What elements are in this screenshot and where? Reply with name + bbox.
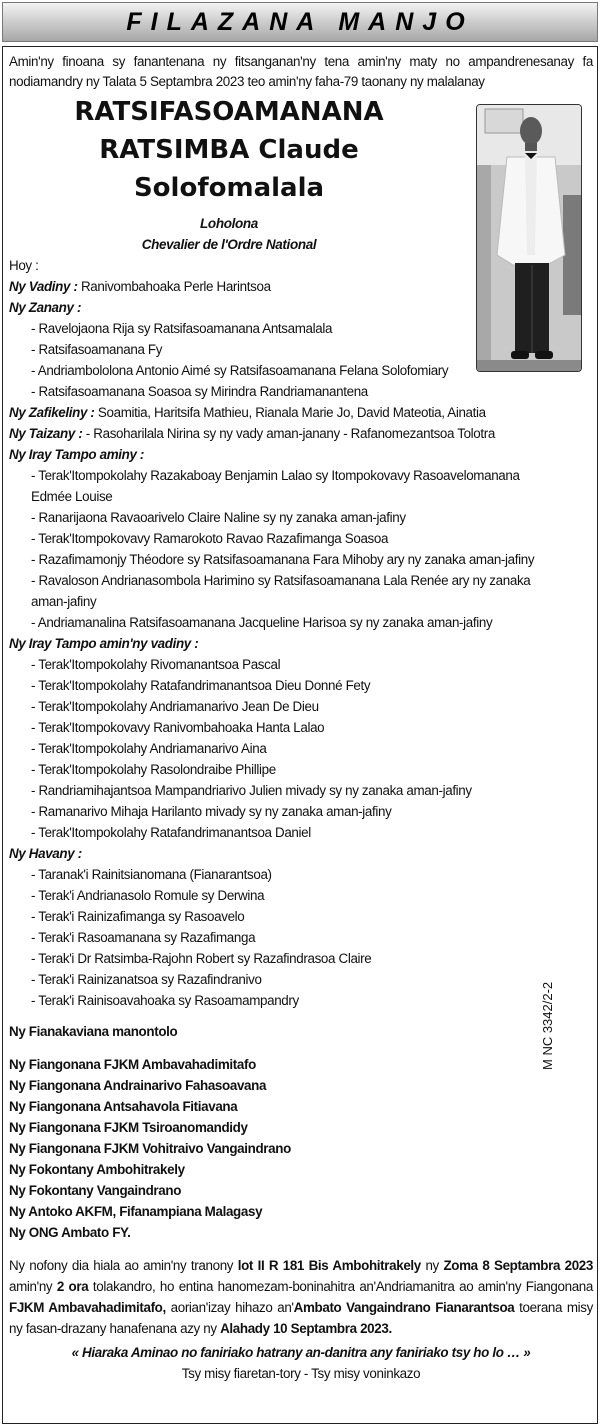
funeral-text: amin'ny xyxy=(9,1279,57,1294)
zafikeliny-line xyxy=(9,402,593,423)
organization-item: Ny Fokontany Ambohitrakely xyxy=(9,1162,185,1177)
list-item: - Andriambololona Antonio Aimé sy Ratsifasoamanana Felana Solofomiary xyxy=(31,363,449,378)
list-item: - Ratsifasoamanana Soasoa sy Mirindra Randriamanantena xyxy=(31,384,368,399)
organization-item: Ny Antoko AKFM, Fifanampiana Malagasy xyxy=(9,1204,263,1219)
list-item: - Andriamanalina Ratsifasoamanana Jacqueline Harisoa sy ny zanaka aman-jafiny xyxy=(31,615,493,630)
list-item: - Terak'Itompokovavy Ranivombahoaka Hanta Lalao xyxy=(31,720,325,735)
deceased-block xyxy=(9,93,449,255)
deceased-name-line-3: Solofomalala xyxy=(133,173,325,203)
list-item: - Ranarijaona Ravaoarivelo Claire Naline sy ny zanaka aman-jafiny xyxy=(31,510,406,525)
funeral-text: Ny nofony dia hiala ao amin'ny tranony xyxy=(9,1258,238,1273)
vadiny-label: Ny Vadiny : xyxy=(9,279,78,294)
list-item: - Terak'i Rainizafimanga sy Rasoavelo xyxy=(31,909,245,924)
list-item: - Terak'i Rainisoavahoaka sy Rasoamampandry xyxy=(31,993,299,1008)
funeral-text: ny xyxy=(420,1258,444,1273)
list-item: - Terak'Itompokovavy Ramarokoto Ravao Razafimanga Soasoa xyxy=(31,531,389,546)
notice-content xyxy=(9,52,593,1384)
list-item: - Terak'Itompokolahy Rivomanantsoa Pascal xyxy=(31,657,281,672)
list-item: - Terak'i Rainizanatsoa sy Razafindranivo xyxy=(31,972,262,987)
list-item: - Terak'Itompokolahy Ratafandrimanantsoa Daniel xyxy=(31,825,311,840)
list-item: - Terak'i Andrianasolo Romule sy Derwina xyxy=(31,888,265,903)
list-item: - Terak'Itompokolahy Razakaboay Benjamin Lalao sy Itompokovavy Rasoavelomanana xyxy=(31,468,520,483)
vadiny-text: Ranivombahoaka Perle Harintsoa xyxy=(77,279,271,294)
quote: « Hiaraka Aminao no faniriako hatrany an-danitra any faniriako tsy ho lo … » xyxy=(71,1345,531,1360)
list-item: - Randriamihajantsoa Mampandriarivo Julien mivady sy ny zanaka aman-jafiny xyxy=(31,783,472,798)
list-item: - Taranak'i Rainitsianomana (Fianarantsoa) xyxy=(31,867,272,882)
list-item: - Terak'Itompokolahy Andriamanarivo Jean De Dieu xyxy=(31,699,319,714)
organization-item: Ny Fiangonana Antsahavola Fitiavana xyxy=(9,1099,238,1114)
funeral-text: tolakandro, ho entina hanomezam-boninahitra an'Andriamanitra ao amin'ny Fiangonana xyxy=(88,1279,593,1294)
vadiny-line xyxy=(9,276,593,297)
list-item: - Terak'i Dr Ratsimba-Rajohn Robert sy Razafindrasoa Claire xyxy=(31,951,372,966)
list-item: - Ravaloson Andrianasombola Harimino sy Ratsifasoamanana Lala Renée ary ny zanaka xyxy=(31,573,531,588)
organization-item: Ny ONG Ambato FY. xyxy=(9,1225,131,1240)
closing-note: Tsy misy fiaretan-tory - Tsy misy voninkazo xyxy=(181,1366,421,1381)
taizany-text: - Rasoharilala Nirina sy ny vady aman-janany - Rafanomezantsoa Tolotra xyxy=(82,426,495,441)
hoy-label: Hoy : xyxy=(9,258,39,273)
deceased-name-line-1: RATSIFASOAMANANA xyxy=(74,97,384,127)
burial-date: Alahady 10 Septambra 2023. xyxy=(220,1321,392,1336)
organization-item: Ny Fokontany Vangaindrano xyxy=(9,1183,182,1198)
organization-item: Ny Fiangonana Andrainarivo Fahasoavana xyxy=(9,1078,267,1093)
zafikeliny-text: Soamitia, Haritsifa Mathieu, Rianala Marie Jo, David Mateotia, Ainatia xyxy=(94,405,486,420)
havany-label: Ny Havany : xyxy=(9,846,82,861)
deceased-title-2: Chevalier de l'Ordre National xyxy=(141,237,317,252)
iray-tampo-aminy-label: Ny Iray Tampo aminy : xyxy=(9,447,145,462)
zanany-label: Ny Zanany : xyxy=(9,300,82,315)
list-item: - Razafimamonjy Théodore sy Ratsifasoamanana Fara Mihoby ary ny zanaka aman-jafiny xyxy=(31,552,535,567)
deceased-title-1: Loholona xyxy=(200,216,258,231)
funeral-text: toerana misy ny fasan-drazany hanafenana azy ny xyxy=(9,1300,593,1336)
deceased-name-line-2: RATSIMBA Claude xyxy=(99,135,359,165)
organization-item: Ny Fiangonana FJKM Vohitraivo Vangaindrano xyxy=(9,1141,291,1156)
funeral-details xyxy=(9,1255,593,1339)
list-item: - Terak'Itompokolahy Rasolondraibe Phillipe xyxy=(31,762,276,777)
intro-text: Amin'ny finoana sy fanantenana ny fitsanganan'ny tena amin'ny maty no ampandrenesanay fa nodiamandry ny Talata 5 Septambra 2023 teo amin'ny faha-79 taonany ny malalanay xyxy=(9,54,593,89)
list-item: - Terak'Itompokolahy Ratafandrimanantsoa Dieu Donné Fety xyxy=(31,678,371,693)
list-item: - Ravelojaona Rija sy Ratsifasoamanana Antsamalala xyxy=(31,321,333,336)
organization-item: Ny Fiangonana FJKM Ambavahadimitafo xyxy=(9,1057,256,1072)
list-item: - Ramanarivo Mihaja Harilanto mivady sy ny zanaka aman-jafiny xyxy=(31,804,392,819)
organization-item: Ny Fianakaviana manontolo xyxy=(9,1024,178,1039)
taizany-label: Ny Taizany : xyxy=(9,426,83,441)
list-item: - Ratsifasoamanana Fy xyxy=(31,342,163,357)
organization-item: Ny Fiangonana FJKM Tsiroanomandidy xyxy=(9,1120,248,1135)
iray-tampo-vadiny-label: Ny Iray Tampo amin'ny vadiny : xyxy=(9,636,199,651)
funeral-address: lot II R 181 Bis Ambohitrakely xyxy=(237,1258,421,1273)
funeral-time: 2 ora xyxy=(56,1279,89,1294)
list-item: - Terak'Itompokolahy Andriamanarivo Aina xyxy=(31,741,267,756)
funeral-church: FJKM Ambavahadimitafo, xyxy=(9,1300,166,1315)
reference-code: M NC 3342/2-2 xyxy=(540,981,555,1070)
taizany-line xyxy=(9,423,593,444)
list-item-continuation: Edmée Louise xyxy=(31,489,113,504)
funeral-date: Zoma 8 Septambra 2023 xyxy=(443,1258,593,1273)
organizations-list xyxy=(9,1021,593,1243)
list-item: - Terak'i Rasoamanana sy Razafimanga xyxy=(31,930,256,945)
funeral-text: aorian'izay hihazo an' xyxy=(165,1300,294,1315)
list-item-continuation: aman-jafiny xyxy=(31,594,97,609)
header-banner xyxy=(2,2,598,42)
burial-place: Ambato Vangaindrano Fianarantsoa xyxy=(293,1300,515,1315)
header-title: FILAZANA MANJO xyxy=(126,7,474,36)
zafikeliny-label: Ny Zafikeliny : xyxy=(9,405,95,420)
